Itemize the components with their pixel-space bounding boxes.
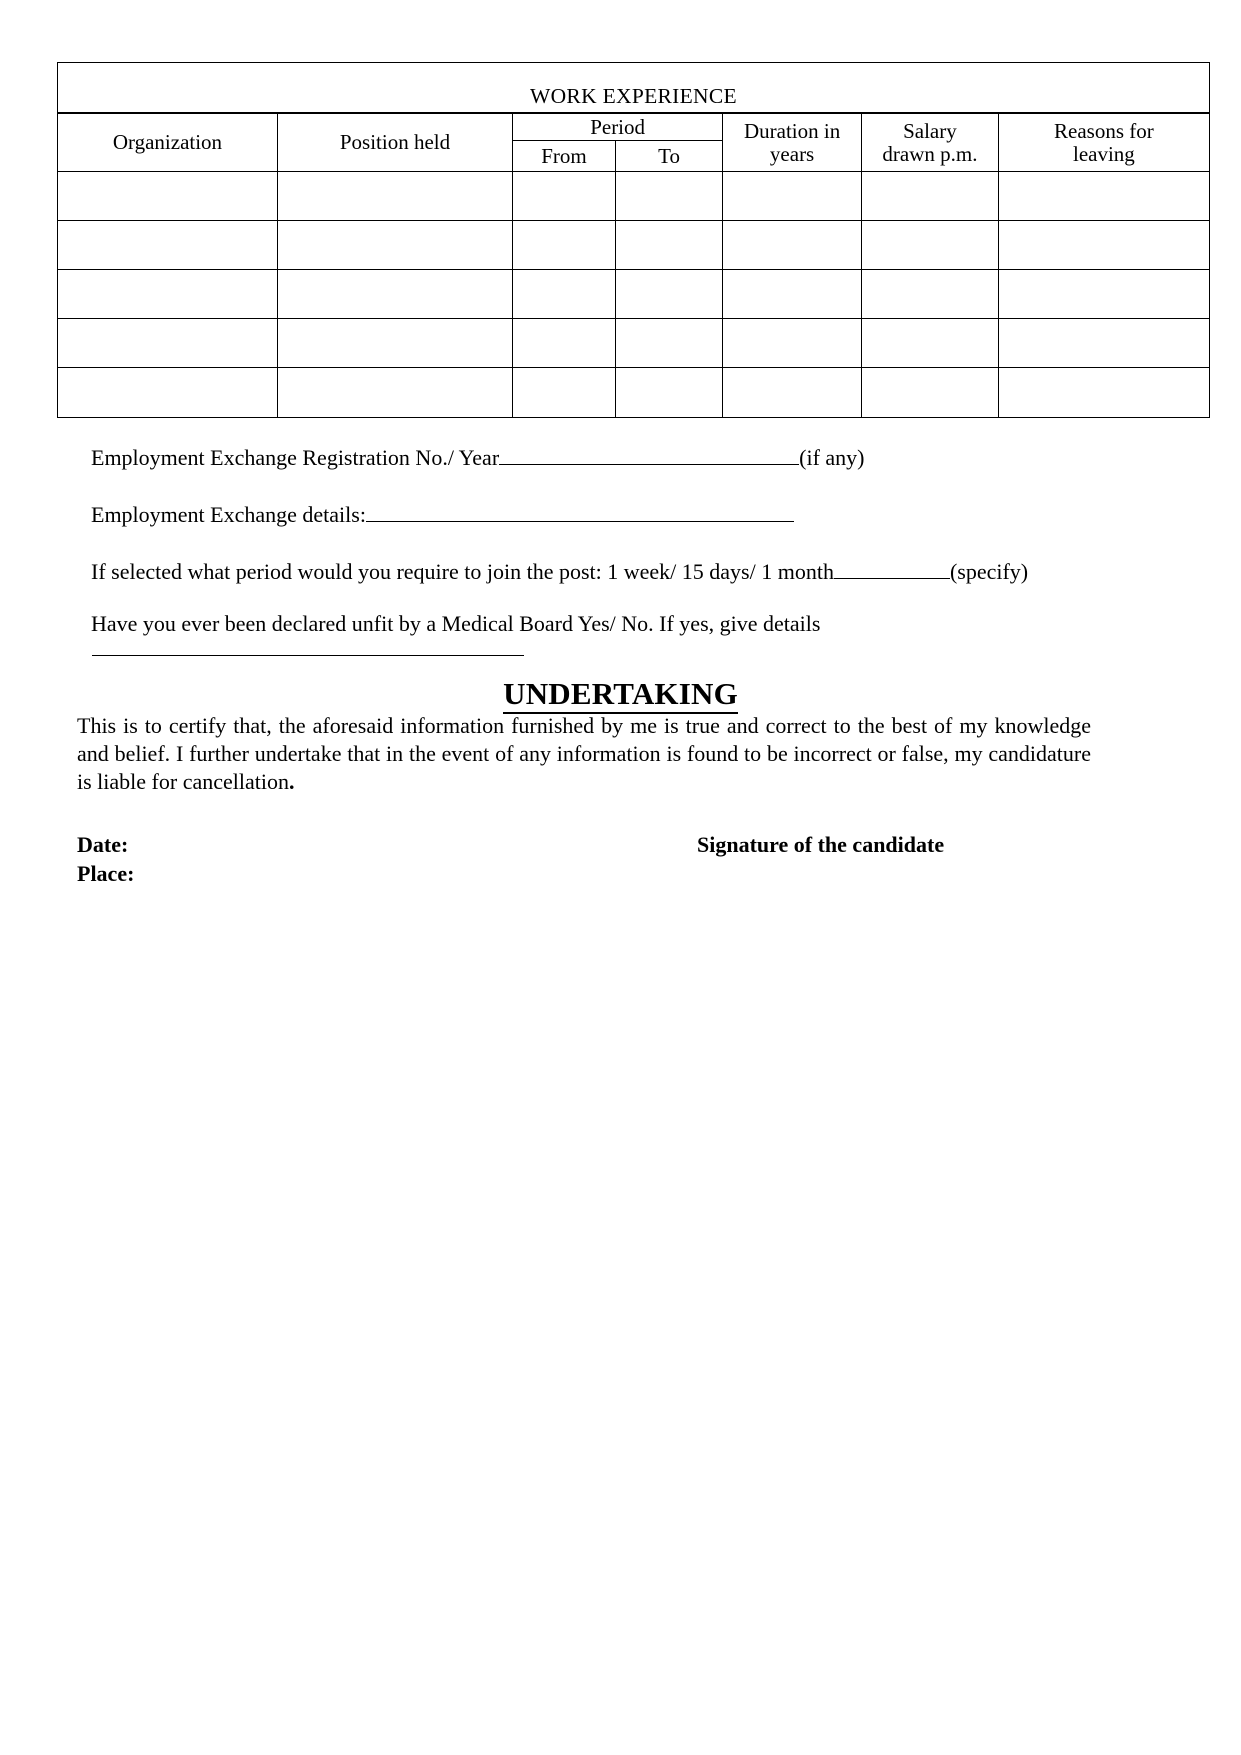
cell-reasons[interactable] bbox=[998, 368, 1209, 418]
employment-exchange-details-input[interactable] bbox=[366, 499, 794, 522]
column-header-salary bbox=[862, 113, 999, 172]
cell-period-from[interactable] bbox=[513, 172, 616, 221]
cell-salary[interactable] bbox=[862, 270, 999, 319]
field-medical-board bbox=[91, 613, 1151, 635]
cell-position-held[interactable] bbox=[277, 221, 512, 270]
column-header-salary-line2: drawn p.m. bbox=[882, 141, 978, 166]
column-header-reasons-for-leaving bbox=[998, 113, 1209, 172]
cell-salary[interactable] bbox=[862, 368, 999, 418]
medical-board-label: Have you ever been declared unfit by a Medical Board Yes/ No. If yes, give details bbox=[91, 611, 821, 636]
cell-salary[interactable] bbox=[862, 221, 999, 270]
cell-position-held[interactable] bbox=[277, 172, 512, 221]
cell-position-held[interactable] bbox=[277, 368, 512, 418]
cell-organization[interactable] bbox=[58, 172, 278, 221]
column-header-duration bbox=[723, 113, 862, 172]
cell-period-to[interactable] bbox=[615, 368, 722, 418]
field-employment-exchange-registration bbox=[91, 442, 1151, 469]
table-row[interactable] bbox=[58, 270, 1210, 319]
table-row[interactable] bbox=[58, 319, 1210, 368]
work-experience-section bbox=[57, 62, 1210, 418]
form-questions-section bbox=[91, 442, 1151, 665]
work-experience-title: WORK EXPERIENCE bbox=[58, 63, 1210, 114]
signature-section bbox=[77, 830, 1091, 888]
cell-period-to[interactable] bbox=[615, 172, 722, 221]
undertaking-paragraph-terminator: . bbox=[288, 768, 295, 794]
cell-duration[interactable] bbox=[723, 172, 862, 221]
cell-reasons[interactable] bbox=[998, 172, 1209, 221]
column-header-salary-line1: Salary bbox=[903, 118, 957, 143]
employment-exchange-registration-input[interactable] bbox=[499, 442, 799, 465]
joining-period-label: If selected what period would you require to join the post: 1 week/ 15 days/ 1 month bbox=[91, 559, 834, 584]
cell-duration[interactable] bbox=[723, 221, 862, 270]
table-header-row bbox=[58, 113, 1210, 141]
undertaking-heading bbox=[0, 676, 1241, 712]
table-row[interactable] bbox=[58, 172, 1210, 221]
cell-duration[interactable] bbox=[723, 368, 862, 418]
field-joining-period bbox=[91, 556, 1151, 583]
cell-organization[interactable] bbox=[58, 368, 278, 418]
column-header-reasons-line1: Reasons for bbox=[1054, 118, 1154, 143]
cell-organization[interactable] bbox=[58, 270, 278, 319]
column-header-period: Period bbox=[513, 113, 723, 141]
cell-reasons[interactable] bbox=[998, 319, 1209, 368]
employment-exchange-details-label: Employment Exchange details: bbox=[91, 502, 366, 527]
column-header-reasons-line2: leaving bbox=[1072, 141, 1135, 166]
cell-duration[interactable] bbox=[723, 319, 862, 368]
cell-period-from[interactable] bbox=[513, 270, 616, 319]
cell-salary[interactable] bbox=[862, 172, 999, 221]
undertaking-paragraph-text: This is to certify that, the aforesaid information furnished by me is true and correct to the best of my knowledge and belief. I further undertake that in the event of any information is found to be incorrect or false, my candidature is liable for cancellation bbox=[77, 713, 1091, 794]
place-row bbox=[77, 859, 1091, 888]
column-header-duration-line2: years bbox=[769, 141, 815, 166]
cell-organization[interactable] bbox=[58, 221, 278, 270]
table-row[interactable] bbox=[58, 368, 1210, 418]
cell-period-to[interactable] bbox=[615, 270, 722, 319]
cell-position-held[interactable] bbox=[277, 319, 512, 368]
column-header-organization: Organization bbox=[58, 113, 278, 172]
cell-position-held[interactable] bbox=[277, 270, 512, 319]
column-header-period-from: From bbox=[513, 141, 616, 172]
cell-period-to[interactable] bbox=[615, 319, 722, 368]
cell-salary[interactable] bbox=[862, 319, 999, 368]
table-title-row bbox=[58, 63, 1210, 114]
work-experience-table bbox=[57, 62, 1210, 418]
cell-period-to[interactable] bbox=[615, 221, 722, 270]
date-row bbox=[77, 830, 1091, 859]
cell-reasons[interactable] bbox=[998, 270, 1209, 319]
column-header-duration-line1: Duration in bbox=[743, 118, 841, 143]
cell-period-from[interactable] bbox=[513, 221, 616, 270]
undertaking-heading-text: UNDERTAKING bbox=[503, 676, 738, 714]
employment-exchange-registration-suffix: (if any) bbox=[799, 445, 865, 470]
cell-period-from[interactable] bbox=[513, 319, 616, 368]
table-row[interactable] bbox=[58, 221, 1210, 270]
cell-organization[interactable] bbox=[58, 319, 278, 368]
date-label: Date: bbox=[77, 832, 129, 857]
field-employment-exchange-details bbox=[91, 499, 1151, 526]
column-header-position-held: Position held bbox=[277, 113, 512, 172]
cell-period-from[interactable] bbox=[513, 368, 616, 418]
cell-duration[interactable] bbox=[723, 270, 862, 319]
joining-period-suffix: (specify) bbox=[949, 559, 1029, 584]
medical-board-details-input[interactable] bbox=[92, 655, 524, 656]
place-label: Place: bbox=[77, 861, 135, 887]
joining-period-input[interactable] bbox=[834, 556, 950, 579]
cell-reasons[interactable] bbox=[998, 221, 1209, 270]
column-header-period-to: To bbox=[615, 141, 722, 172]
undertaking-paragraph bbox=[77, 712, 1091, 796]
employment-exchange-registration-label: Employment Exchange Registration No./ Year bbox=[91, 445, 500, 470]
signature-of-candidate-label: Signature of the candidate bbox=[697, 832, 945, 857]
